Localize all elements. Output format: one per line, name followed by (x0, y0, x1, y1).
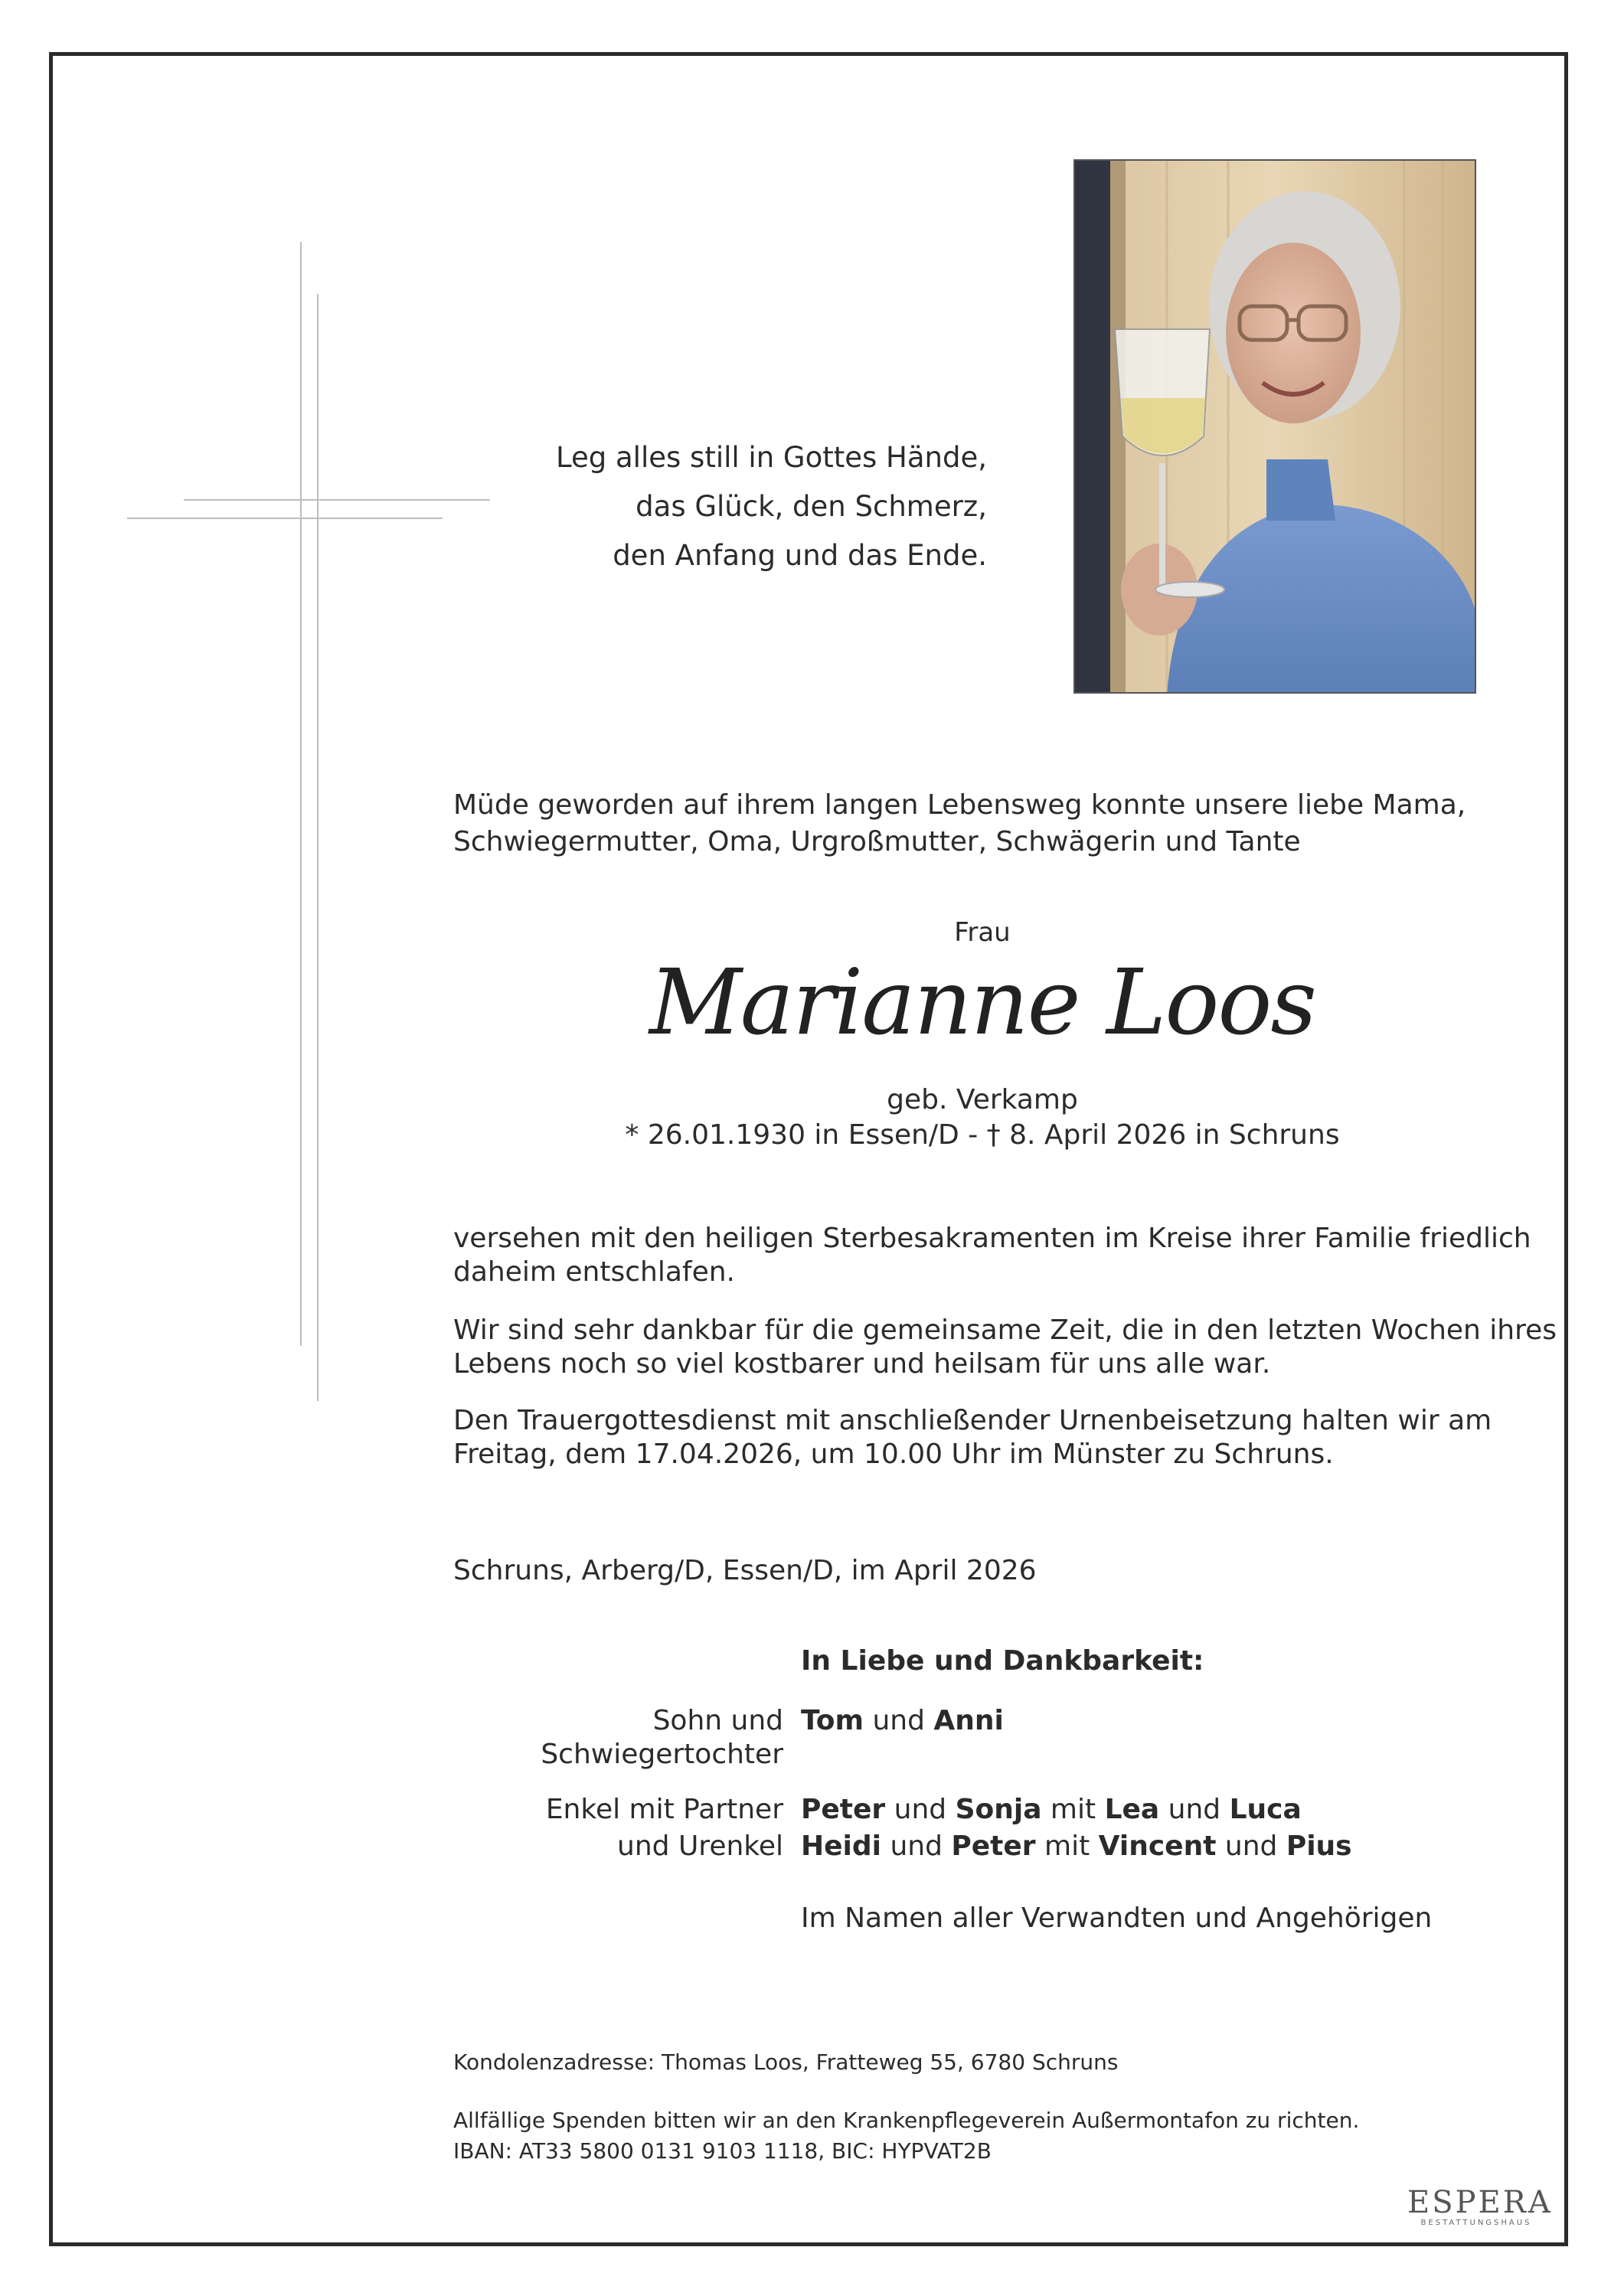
deceased-name: Marianne Loos (649, 949, 1315, 1055)
paragraph-2: Wir sind sehr dankbar für die gemeinsame Zeit, die in den letzten Wochen ihres Lebens noch so viel kostbarer und heilsam für uns alle war. (453, 1315, 1557, 1380)
espera-logo: ESPERA BESTATTUNGSHAUS (1407, 2185, 1553, 2227)
life-dates: * 26.01.1930 in Essen/D - † 8. April 2026 in Schruns (625, 1119, 1340, 1151)
verse-line: Leg alles still in Gottes Hände, (556, 441, 987, 474)
son-names: Tom und Anni (801, 1705, 1004, 1736)
condolence-address: Kondolenzadresse: Thomas Loos, Fratteweg 55, 6780 Schruns (453, 2049, 1119, 2075)
grandchildren-names: Peter und Sonja mit Lea und Luca Heidi und Peter mit Vincent und Pius (801, 1794, 1352, 1862)
verse-line: den Anfang und das Ende. (613, 539, 987, 572)
salutation: Frau (954, 917, 1011, 948)
donation-note: Allfällige Spenden bitten wir an den Krankenpflegeverein Außermontafon zu richten. IBAN: AT33 5800 0131 9103 1118, BIC: HYPVAT2B (453, 2108, 1360, 2164)
intro-text (453, 787, 1466, 861)
grandchildren-label: Enkel mit Partner und Urenkel (545, 1794, 783, 1862)
intro-line: Müde geworden auf ihrem langen Lebensweg konnte unsere liebe Mama, (453, 789, 1466, 821)
closing-line: Im Namen aller Verwandten und Angehörigen (801, 1902, 1433, 1934)
birth-name: geb. Verkamp (887, 1084, 1078, 1115)
portrait-photo (1073, 159, 1476, 694)
son-label: Sohn und Schwiegertochter (541, 1705, 783, 1770)
family-heading: In Liebe und Dankbarkeit: (801, 1645, 1204, 1677)
paragraph-3: Den Trauergottesdienst mit anschließender Urnenbeisetzung halten wir am Freitag, dem 17.04.2026, um 10.00 Uhr im Münster zu Schruns. (453, 1405, 1492, 1470)
paragraph-1: versehen mit den heiligen Sterbesakramenten im Kreise ihrer Familie friedlich daheim entschlafen. (453, 1223, 1531, 1288)
intro-line: Schwiegermutter, Oma, Urgroßmutter, Schwägerin und Tante (453, 826, 1301, 857)
place-date: Schruns, Arberg/D, Essen/D, im April 2026 (453, 1555, 1037, 1586)
verse (556, 433, 987, 580)
verse-line: das Glück, den Schmerz, (636, 490, 987, 523)
